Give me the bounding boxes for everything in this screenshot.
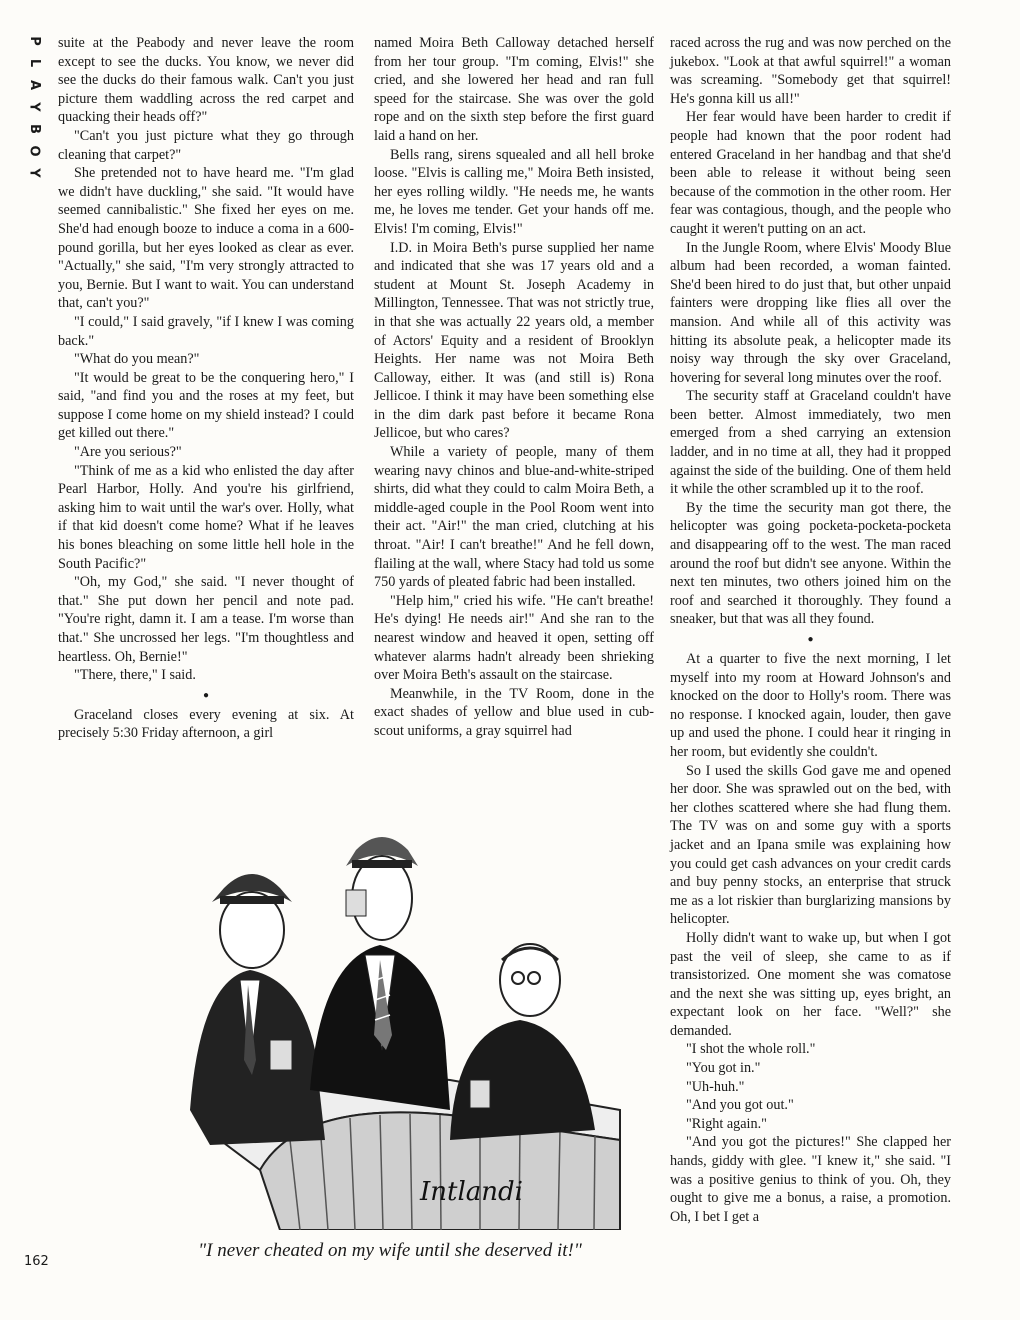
mag-letter: L [26,58,42,68]
paragraph: Graceland closes every evening at six. At precisely 5:30 Friday afternoon, a girl [58,706,354,742]
paragraph: "Uh-huh." [686,1078,745,1095]
paragraph: "And you got the pictures!" She clapped her hands, giddy with glee. "I knew it," she said. "I was a positive genius to think of you. Oh, they ought to give me a bonus, a raise, a promotion. Oh, I bet I get a [670,1134,951,1225]
paragraph: named Moira Beth Calloway detached herself from her tour group. "I'm coming, Elvis!" she cried, and she lowered her head and ran full speed for the staircase. She was over the gold rope and on the sixth step before the first guard laid a hand on her. [374,35,654,144]
paragraph: "You got in." [686,1060,761,1077]
paragraph: "I shot the whole roll." [686,1041,816,1058]
paragraph: "There, there," I said. [74,667,196,684]
paragraph: "Help him," cried his wife. "He can't breathe! He's dying! He needs air!" And she ran to the nearest window and heaved it open, setting off whatever alarms hadn't already been shrieking over Moira Beth's assault on the staircase. [374,592,654,684]
paragraph: "What do you mean?" [74,351,200,368]
paragraph: "Right again." [686,1115,767,1132]
cartoon-signature: Intlandi [420,1177,523,1207]
man-left [190,874,325,1145]
paragraph: "And you got out." [686,1097,794,1114]
text-column-3 [670,34,951,1226]
paragraph: Her fear would have been harder to credit if people had known that the poor rodent had entered Graceland in her handbag and that she'd been able to release it without being seen because of the commotion in the other room. Her fear was contagious, though, and the people who caught it weren't putting on an act. [670,109,951,237]
paragraph: So I used the skills God gave me and opened her door. She was sprawled out on the bed, with her clothes scattered where she had flung them. The TV was on and some guy with a sports jacket and an Ipana smile was explaining how you could get cash advances on your credit cards and buy penny stocks, an enterprise that struck me as a lot riskier than burglarizing mansions by helicopter. [670,762,951,928]
mag-letter: Y [26,168,42,178]
page-number: 162 [24,1254,49,1269]
mag-letter: Y [26,102,42,112]
paragraph: Bells rang, sirens squealed and all hell broke loose. "Elvis is calling me," Moira Beth insisted, her eyes rolling wildly. "He needs me, he wants me, he loves me tender. Get your hands off me. Elvis! I'm coming, Elvis!" [374,146,654,237]
paragraph: "It would be great to be the conquering hero," I said, "and find you and the roses at my feet, but suppose I come home on my shield instead? I could get killed out there." [58,369,354,442]
magazine-name-vertical [24,34,44,180]
man-middle [310,837,450,1110]
paragraph: Meanwhile, in the TV Room, done in the exact shades of yellow and blue used in cub-scout uniforms, a gray squirrel had [374,685,654,739]
mag-letter: O [27,145,42,157]
section-separator: ● [202,689,210,701]
paragraph: suite at the Peabody and never leave the room except to see the ducks. You know, we never did see the ducks do their famous walk. Can't you just picture them waddling across the red carpet and quacking their heads off?" [58,35,354,126]
paragraph: At a quarter to five the next morning, I let myself into my room at Howard Johnson's and knocked on the door to Holly's room. There was no response. I knocked again, louder, then gave up and used the phone. I could hear it ringing in her room, but evidently she couldn't. [670,651,951,760]
section-separator: ● [807,634,814,645]
paragraph: The security staff at Graceland couldn't have been better. Almost immediately, two men emerged from a shed carrying an extension ladder, and in no time at all, they had it propped against the side of the building. One of them held it while the other scrambled up it to the roof. [670,388,951,498]
paragraph: In the Jungle Room, where Elvis' Moody Blue album had been recorded, a woman fainted. She'd been hired to do just that, but other unpaid fainters were dropping like flies all over the mansion. And while all of this activity was hitting its absolute peak, a helicopter made its noisy way through the sky over Graceland, hovering for several long minutes over the roof. [670,239,951,386]
paragraph: "Are you serious?" [74,444,182,461]
man-right [450,944,595,1140]
paragraph: She pretended not to have heard me. "I'm glad we didn't have duckling," she said. "It would have seemed cannibalistic." She fixed her eyes on me. She'd had enough booze to induce a coma in a 600-pound gorilla, but her eyes looked as clear as ever. "Actually," she said, "I'm very strongly attracted to you, Bernie. But I want to wait. You can understand that, can't you?" [58,165,354,312]
paragraph: I.D. in Moira Beth's purse supplied her name and indicated that she was 17 years old and a student at Mount St. Joseph Academy in Millington, Tennessee. That was not strictly true, in that she was actually 22 years old, a member of Actors' Equity and a resident of Brooklyn Heights. Her name was not Moira Beth Calloway, either. It was (and still is) Rona Jellicoe. I think it may have been something else in the dim dark past before it became Rona Jellicoe, but who cares? [374,239,654,442]
paragraph: By the time the security man got there, the helicopter was going pocketa-pocketa-pocketa and disappearing off to the west. The man raced around the roof but didn't see anyone. Within the next ten minutes, two others joined him on the roof and searched it thoroughly. They found a sneaker, but that was all they found. [670,499,951,628]
paragraph: Holly didn't want to wake up, but when I got past the veil of sleep, she came to as if transistorized. One moment she was comatose and the next she was sitting up, eyes bright, an expectant look on her face. "Well?" she demanded. [670,929,951,1039]
paragraph: raced across the rug and was now perched on the jukebox. "Look at that awful squirrel!" a woman was screaming. "Somebody get that squirrel! He's gonna kill us all!" [670,35,951,107]
paragraph: "I could," I said gravely, "if I knew I was coming back." [58,313,354,349]
paragraph: While a variety of people, many of them wearing navy chinos and blue-and-white-striped shirts, did what they could to calm Moira Beth, a middle-aged couple in the Pool Room went into their act. "Air!" the man cried, clutching at his throat. "Air! I can't breathe!" And he fell down, flailing at the wall, where Stacy had told us some 750 yards of pleated fabric had been installed. [374,444,654,591]
cartoon-caption: "I never cheated on my wife until she deserved it!" [198,1240,582,1261]
text-column-2 [374,34,654,741]
paragraph: "Can't you just picture what they go through cleaning that carpet?" [58,127,354,163]
paragraph: "Think of me as a kid who enlisted the day after Pearl Harbor, Holly. And you're his girlfriend, asking him to wait until the war's over. Holly, what if that kid doesn't come home? What if he leaves his bones bleaching on some little hell hole in the South Pacific?" [58,462,354,572]
text-column-1 [58,34,354,743]
mag-letter: P [27,36,42,46]
mag-letter: B [26,124,42,134]
paragraph: "Oh, my God," she said. "I never thought of that." She put down her pencil and note pad. "You're right, damn it. I am a tease. I'm worse than that." She uncrossed her legs. "I'm thoughtless and heartless. Oh, Bernie!" [58,574,354,665]
mag-letter: A [27,79,42,91]
cartoon-illustration [150,810,640,1230]
